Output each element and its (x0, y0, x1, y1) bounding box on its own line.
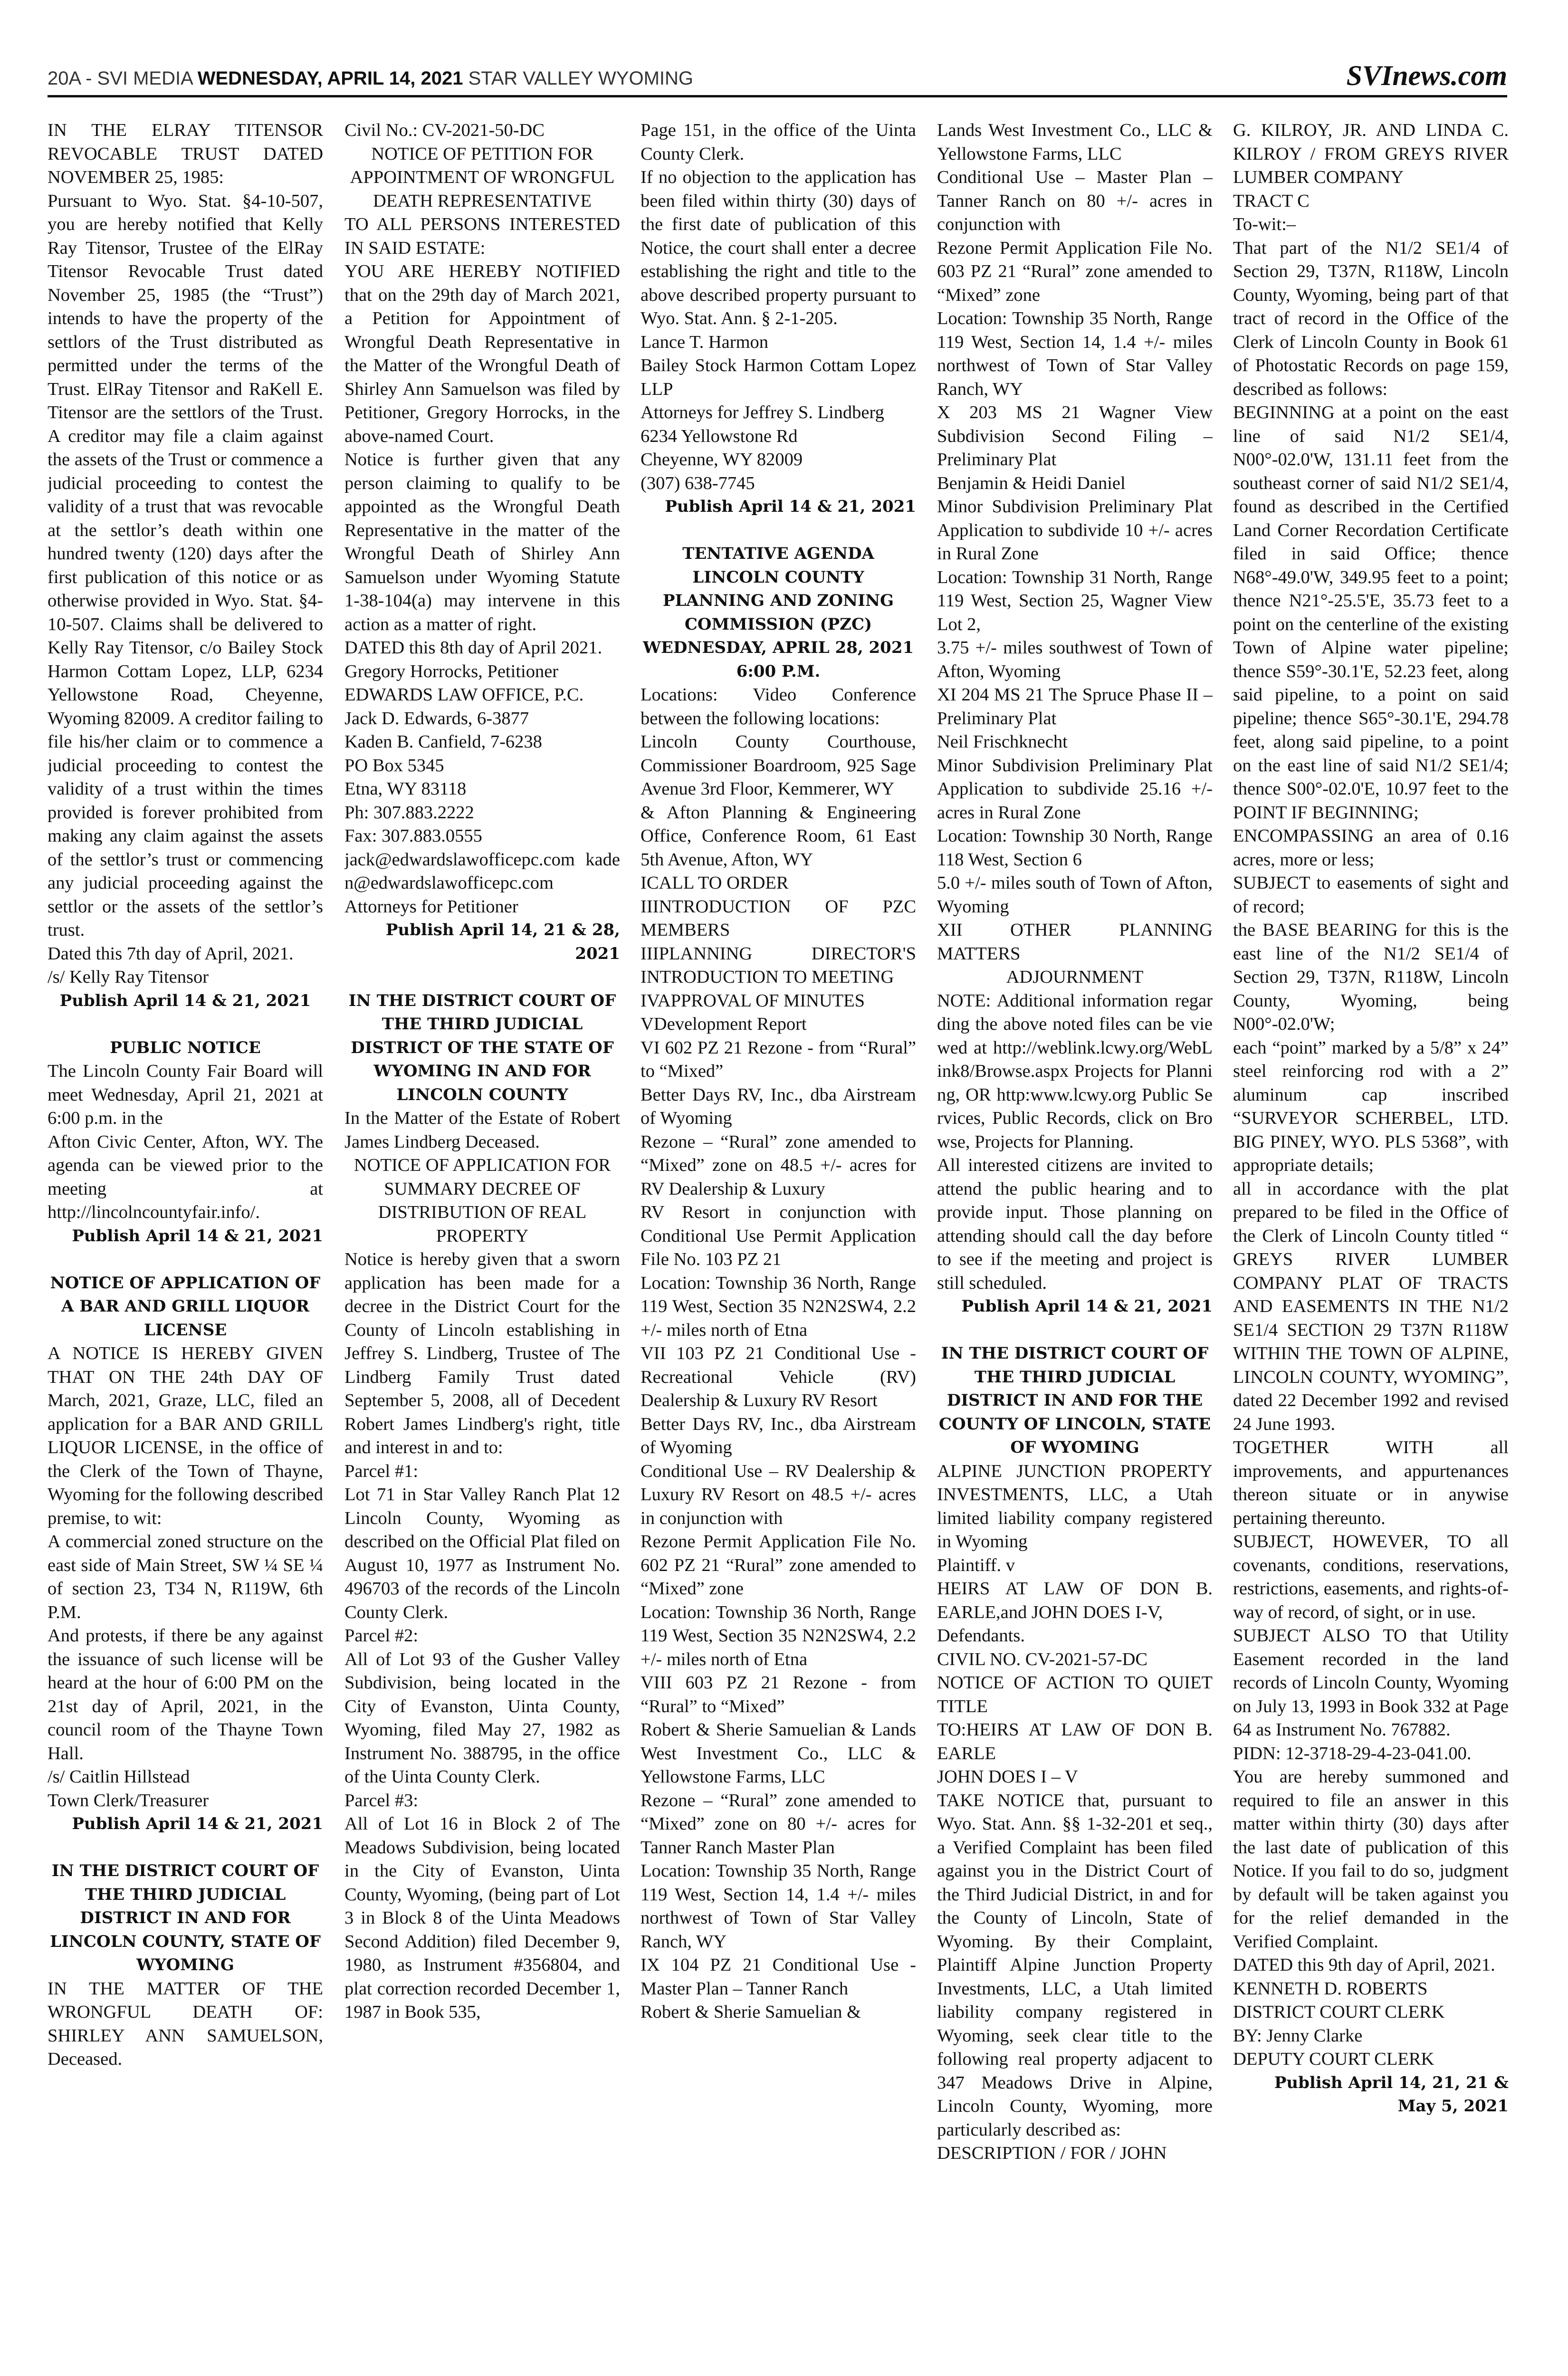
plaintiff-name: ALPINE JUNCTION PROPERTY INVESTMENTS, LLC, a Utah limited liability company registered in Wyoming (937, 1461, 1213, 1552)
column-1 (48, 119, 323, 2376)
agenda-location: Lincoln County Courthouse, Commissioner Boardroom, 925 Sage Avenue 3rd Floor, Kemmerer, WY (641, 732, 916, 799)
parcel-label: Parcel #1: (344, 1461, 419, 1481)
summary-decree-body: Notice is hereby given that a sworn application has been made for a decree in the District Court for the County of Lincoln establishing in Jeffrey S. Lindberg, Trustee of The Lindberg Family Trust dated September 5, 2008, all of Decedent Robert James Lindberg's right, title and interest in and to: (344, 1249, 620, 1457)
agenda-item: IIINTRODUCTION OF PZC MEMBERS (641, 896, 916, 940)
column-5 (1233, 119, 1509, 2376)
spacer (344, 966, 620, 989)
page-header (48, 60, 1507, 91)
liquor-license-title: Town Clerk/Treasurer (48, 1790, 209, 1811)
fair-board-notice-2: Afton Civic Center, Afton, WY. The agenda can be viewed prior to the meeting at http://lincolncountyfair.info/. (48, 1131, 323, 1222)
spacer (48, 1013, 323, 1036)
publish-line: Publish April 14 & 21, 2021 (59, 991, 311, 1010)
legal-description: That part of the N1/2 SE1/4 of Section 29, T37N, R118W, Lincoln County, Wyoming, being part of that tract of record in the Office of the Clerk of Lincoln County in Book 61 of Photostatic Records on page 159, described as follows: (1233, 238, 1509, 399)
agenda-applicant: Neil Frischknecht (937, 732, 1068, 752)
description-line: G. KILROY, JR. AND LINDA C. KILROY / FROM GREYS RIVER LUMBER COMPANY (1233, 120, 1509, 187)
publish-line: Publish April 14 & 21, 2021 (961, 1297, 1213, 1316)
agenda-applicant: Benjamin & Heidi Daniel (937, 473, 1126, 493)
agenda-applicant: Lands West Investment Co., LLC & Yellowstone Farms, LLC (937, 120, 1213, 164)
trust-notice-dated: Dated this 7th day of April, 2021. (48, 943, 294, 964)
petition-notice: Notice is further given that any person claiming to qualify to be appointed as the Wrongful Death Representative in the matter of the Wrongful Death of Shirley Ann Samuelson under Wyoming Statute 1-38-104(a) may intervene in this action as a matter of right. (344, 450, 620, 634)
liquor-license-signature: /s/ Caitlin Hillstead (48, 1767, 190, 1787)
agenda-detail: Rezone Permit Application File No. 602 PZ 21 “Rural” zone amended to “Mixed” zone (641, 1532, 916, 1599)
agenda-location-detail: Location: Township 36 North, Range 119 West, Section 35 N2N2SW4, 2.2 +/- miles north of Etna (641, 1602, 916, 1669)
deputy-title: DEPUTY COURT CLERK (1233, 2049, 1434, 2069)
agenda-detail: Conditional Use – RV Dealership & Luxury RV Resort on 48.5 +/- acres in conjunction with (641, 1461, 916, 1528)
defendants-label: Defendants. (937, 1626, 1025, 1646)
publish-line: Publish April 14 & 21, 2021 (72, 1814, 323, 1833)
phone-number: (307) 638-7745 (641, 473, 755, 493)
agenda-applicant: Robert & Sherie Samuelian & (641, 2002, 861, 2022)
attorney-name: Lance T. Harmon (641, 332, 769, 352)
agenda-invitation: All interested citizens are invited to attend the public hearing and to provide input. Those planning on attending should call the day before to see if the meeting and project is still scheduled. (937, 1155, 1213, 1293)
spacer (937, 1319, 1213, 1342)
agenda-item: IX 104 PZ 21 Conditional Use - Master Plan – Tanner Ranch (641, 1955, 916, 1999)
agenda-note[interactable]: NOTE: Additional information regarding the above noted files can be viewed at http://weblink.lcwy.org/WebLink8/Browse.aspx Projects for Planning, OR http:www.lcwy.org Public Services, Public Records, click on Browse, Projects for Planning. (937, 990, 1213, 1152)
to-wit: To-wit:– (1233, 214, 1296, 234)
trust-notice-body: Pursuant to Wyo. Stat. §4-10-507, you are hereby notified that Kelly Ray Titensor, Trustee of the ElRay Titensor Revocable Trust dated November 25, 1985 (the “Trust”) intends to have the property of the settlors of the Trust distributed as permitted under the terms of the Trust. ElRay Titensor and RaKell E. Titensor are the settlors of the Trust. A creditor may file a claim against the assets of the Trust or commence a judicial proceeding to contest the validity of a trust that was revocable at the settlor’s death within one hundred twenty (120) days after the first publication of this notice or as otherwise provided in Wyo. Stat. §4-10-507. Claims shall be delivered to Kelly Ray Titensor, c/o Bailey Stock Harmon Cottam Lopez, LLP, 6234 Yellowstone Road, Cheyenne, Wyoming 82009. A creditor failing to file his/her claim or to commence a judicial proceeding to contest the validity of a trust within the times provided is forever prohibited from making any claim against the assets of the settlor’s trust or commencing any judicial proceeding against the settlor or the assets of the settlor’s trust. (48, 191, 323, 940)
clerk-name: KENNETH D. ROBERTS (1233, 1978, 1428, 1999)
notice-heading: IN THE DISTRICT COURT OF THE THIRD JUDICIAL DISTRICT IN AND FOR LINCOLN COUNTY, STATE OF WYOMING (50, 1861, 321, 1974)
address-line: Etna, WY 83118 (344, 779, 467, 799)
petition-body: YOU ARE HEREBY NOTIFIED that on the 29th day of March 2021, a Petition for Appointment of Wrongful Death Representative in the Matter of the Wrongful Death of Shirley Ann Samuelson was filed by Petitioner, Gregory Horrocks, in the above-named Court. (344, 261, 620, 446)
parcel-description: Lot 71 in Star Valley Ranch Plat 12 Lincoln County, Wyoming as described on the Official Plat filed on August 10, 1977 as Instrument No. 496703 of the records of the Lincoln County Clerk. (344, 1485, 620, 1622)
agenda-applicant: Better Days RV, Inc., dba Airstream of Wyoming (641, 1414, 916, 1457)
quiet-title-addressee: JOHN DOES I – V (937, 1767, 1078, 1787)
publish-line: Publish April 14 & 21, 2021 (72, 1226, 323, 1245)
agenda-applicant: Robert & Sherie Samuelian & Lands West Investment Co., LLC & Yellowstone Farms, LLC (641, 1720, 916, 1787)
site-name[interactable]: SVInews.com (1346, 60, 1507, 91)
spacer (641, 519, 916, 543)
plaintiff-label: Plaintiff. v (937, 1555, 1015, 1575)
liquor-license-protests: And protests, if there be any against the issuance of such license will be heard at the hour of 6:00 PM on the 21st day of April, 2021, in the council room of the Thayne Town Hall. (48, 1626, 323, 1763)
law-firm-name: Bailey Stock Harmon Cottam Lopez LLP (641, 355, 916, 399)
agenda-location-detail: Location: Township 30 North, Range 118 West, Section 6 (937, 826, 1213, 870)
publish-line: Publish April 14, 21 & 28, 2021 (385, 920, 620, 963)
attorney-name: Jack D. Edwards, 6-3877 (344, 708, 529, 728)
agenda-item: ICALL TO ORDER (641, 873, 789, 893)
legal-description: each “point” marked by a 5/8” x 24” steel reinforcing rod with a 2” aluminum cap inscribed “SURVEYOR SCHERBEL, LTD. BIG PINEY, WYO. PLS 5368”, with appropriate details; (1233, 1037, 1509, 1175)
attorneys-line: Attorneys for Petitioner (344, 896, 518, 917)
legal-description: the BASE BEARING for this is the east line of the N1/2 SE1/4 of Section 29, T37N, R118W, Lincoln County, Wyoming, being N00°-02.0'W; (1233, 920, 1509, 1034)
agenda-detail: RV Resort in conjunction with Conditional Use Permit Application File No. 103 PZ 21 (641, 1202, 916, 1269)
header-section: 20A - SVI MEDIA (48, 68, 192, 89)
agenda-location-detail: Location: Township 31 North, Range 119 West, Section 25, Wagner View Lot 2, (937, 567, 1213, 634)
parcel-id: PIDN: 12-3718-29-4-23-041.00. (1233, 1743, 1472, 1763)
agenda-location-detail: 3.75 +/- miles southwest of Town of Afton, Wyoming (937, 638, 1213, 681)
parcel-label: Parcel #2: (344, 1626, 419, 1646)
agenda-detail: Rezone – “Rural” zone amended to “Mixed” zone on 48.5 +/- acres for RV Dealership & Luxury (641, 1131, 916, 1199)
law-office-name: EDWARDS LAW OFFICE, P.C. (344, 685, 584, 705)
agenda-item: X 203 MS 21 Wagner View Subdivision Second Filing – Preliminary Plat (937, 402, 1213, 469)
agenda-location-detail: 5.0 +/- miles south of Town of Afton, Wyoming (937, 873, 1213, 917)
agenda-detail: Rezone – “Rural” zone amended to “Mixed” zone on 80 +/- acres for Tanner Ranch Master Plan (641, 1790, 916, 1858)
agenda-item: VDevelopment Report (641, 1014, 807, 1034)
legal-description: ENCOMPASSING an area of 0.16 acres, more or less; (1233, 826, 1509, 870)
address-line: PO Box 5345 (344, 755, 444, 776)
legal-description: TOGETHER WITH all improvements, and appurtenances thereon situate or in anywise pertaining thereunto. (1233, 1437, 1509, 1528)
agenda-locations: Locations: Video Conference between the following locations: (641, 685, 916, 728)
agenda-item: IVAPPROVAL OF MINUTES (641, 990, 865, 1011)
civil-number: CIVIL NO. CV-2021-57-DC (937, 1649, 1148, 1669)
agenda-adjournment: ADJOURNMENT (1006, 967, 1144, 987)
summons-dated: DATED this 9th day of April, 2021. (1233, 1955, 1495, 1975)
parcel-label: Parcel #3: (344, 1790, 419, 1811)
agenda-item: VII 103 PZ 21 Conditional Use - Recreational Vehicle (RV) Dealership & Luxury RV Resort (641, 1343, 916, 1410)
email-addresses[interactable]: jack@edwardslawofficepc.com kaden@edwardslawofficepc.com (344, 849, 620, 893)
agenda-item: VIII 603 PZ 21 Rezone - from “Rural” to “Mixed” (641, 1673, 916, 1716)
agenda-applicant: Better Days RV, Inc., dba Airstream of Wyoming (641, 1084, 916, 1128)
parcel-description: All of Lot 93 of the Gusher Valley Subdivision, being located in the City of Evanston, Uinta County, Wyoming, filed May 27, 1982 as Instrument No. 388795, in the office of the Uinta County Clerk. (344, 1649, 620, 1787)
legal-description: SUBJECT to easements of sight and of record; (1233, 873, 1509, 917)
agenda-detail: Minor Subdivision Preliminary Plat Application to subdivide 25.16 +/- acres in Rural Zone (937, 755, 1213, 823)
estate-matter: In the Matter of the Estate of Robert James Lindberg Deceased. (344, 1108, 620, 1152)
decree-continued: Page 151, in the office of the Uinta County Clerk. (641, 120, 916, 164)
wrongful-death-matter: IN THE MATTER OF THE WRONGFUL DEATH OF: SHIRLEY ANN SAMUELSON, Deceased. (48, 1978, 323, 2069)
attorneys-line: Attorneys for Jeffrey S. Lindberg (641, 402, 884, 422)
quiet-title-heading: NOTICE OF ACTION TO QUIET TITLE (937, 1673, 1213, 1716)
agenda-detail: Rezone Permit Application File No. 603 PZ 21 “Rural” zone amended to “Mixed” zone (937, 238, 1213, 305)
liquor-license-premise: A commercial zoned structure on the east side of Main Street, SW ¼ SE ¼ of section 23, T34 N, R119W, 6th P.M. (48, 1532, 323, 1622)
legal-description: SUBJECT ALSO TO that Utility Easement recorded in the land records of Lincoln County, Wyoming on July 13, 1993 in Book 332 at Page 64 as Instrument No. 767882. (1233, 1626, 1509, 1740)
defendants-name: HEIRS AT LAW OF DON B. EARLE,and JOHN DOES I-V, (937, 1579, 1213, 1622)
petition-addressee: TO ALL PERSONS INTERESTED IN SAID ESTATE: (344, 214, 620, 258)
parcel-description: All of Lot 16 in Block 2 of The Meadows Subdivision, being located in the City of Evanston, Uinta County, Wyoming, (being part of Lot 3 in Block 8 of the Uinta Meadows Second Addition) filed December 9, 1980, as Instrument #356804, and plat correction recorded December 1, 1987 in Book 535, (344, 1814, 620, 2022)
agenda-item: XI 204 MS 21 The Spruce Phase II – Preliminary Plat (937, 685, 1213, 728)
agenda-item: IIIPLANNING DIRECTOR'S INTRODUCTION TO MEETING (641, 943, 916, 987)
agenda-item: XII OTHER PLANNING MATTERS (937, 920, 1213, 964)
header-location: STAR VALLEY WYOMING (468, 68, 694, 89)
header-line (48, 66, 693, 91)
agenda-location-detail: Location: Township 35 North, Range 119 West, Section 14, 1.4 +/- miles northwest of Town of Star Valley Ranch, WY (641, 1861, 916, 1952)
column-4 (937, 119, 1213, 2376)
agenda-location-detail: Location: Township 35 North, Range 119 West, Section 14, 1.4 +/- miles northwest of Town of Star Valley Ranch, WY (937, 308, 1213, 399)
header-date: WEDNESDAY, APRIL 14, 2021 (197, 68, 463, 89)
address-line: Cheyenne, WY 82009 (641, 450, 803, 469)
agenda-location: & Afton Planning & Engineering Office, Conference Room, 61 East 5th Avenue, Afton, WY (641, 802, 916, 870)
publish-line: Publish April 14, 21, 21 & May 5, 2021 (1274, 2073, 1509, 2116)
header-rule (48, 95, 1507, 97)
summary-decree-heading: NOTICE OF APPLICATION FOR SUMMARY DECREE OF DISTRIBUTION OF REAL PROPERTY (354, 1155, 611, 1246)
column-2 (344, 119, 620, 2376)
publish-line: Publish April 14 & 21, 2021 (665, 497, 916, 516)
fax-number: Fax: 307.883.0555 (344, 826, 482, 846)
deputy-name: BY: Jenny Clarke (1233, 2025, 1363, 2046)
quiet-title-body: TAKE NOTICE that, pursuant to Wyo. Stat. Ann. §§ 1-32-201 et seq., a Verified Complaint has been filed against you in the District Court of the Third Judicial District, in and for the County of Lincoln, State of Wyoming. By their Complaint, Plaintiff Alpine Junction Property Investments, LLC, a Utah limited liability company registered in Wyoming, seek clear title to the following real property adjacent to 347 Meadows Drive in Alpine, Lincoln County, Wyoming, more particularly described as: (937, 1790, 1213, 2140)
liquor-license-body: A NOTICE IS HEREBY GIVEN THAT ON THE 24th DAY OF March, 2021, Graze, LLC, filed an application for a BAR AND GRILL LIQUOR LICENSE, in the office of the Clerk of the Town of Thayne, Wyoming for the following described premise, to wit: (48, 1343, 323, 1528)
notice-heading: IN THE DISTRICT COURT OF THE THIRD JUDICIAL DISTRICT IN AND FOR THE COUNTY OF LINCOLN, STATE OF WYOMING (938, 1344, 1211, 1457)
notice-heading: NOTICE OF APPLICATION OF A BAR AND GRILL LIQUOR LICENSE (50, 1273, 321, 1340)
decree-objection: If no objection to the application has been filed within thirty (30) days of the first date of publication of this Notice, the court shall enter a decree establishing the right and title to the above described property pursuant to Wyo. Stat. Ann. § 2-1-205. (641, 167, 916, 328)
legal-description: BEGINNING at a point on the east line of said N1/2 SE1/4, N00°-02.0'W, 131.11 feet from the southeast corner of said N1/2 SE1/4, found as described in the Certified Land Corner Recordation Certificate filed in said Office; thence N68°-49.0'W, 349.95 feet to a point; thence N21°-25.5'E, 35.73 feet to a point on the centerline of the existing Town of Alpine water pipeline; thence S59°-30.1'E, 52.23 feet, along said pipeline, to a point on said pipeline; thence S65°-30.1'E, 294.78 feet, along said pipeline, to a point on the east line of said N1/2 SE1/4; thence S00°-02.0'E, 10.97 feet to the POINT IF BEGINNING; (1233, 402, 1509, 823)
clerk-title: DISTRICT COURT CLERK (1233, 2002, 1445, 2022)
notice-heading: IN THE DISTRICT COURT OF THE THIRD JUDICIAL DISTRICT OF THE STATE OF WYOMING IN AND FOR LINCOLN COUNTY (348, 991, 616, 1104)
trust-notice-signature: /s/ Kelly Ray Titensor (48, 967, 209, 987)
agenda-location-detail: Location: Township 36 North, Range 119 West, Section 35 N2N2SW4, 2.2 +/- miles north of Etna (641, 1273, 916, 1340)
summons-body: You are hereby summoned and required to file an answer in this matter within thirty (30) days after the last date of publication of this Notice. If you fail to do so, judgment by default will be taken against you for the relief demanded in the Verified Complaint. (1233, 1767, 1509, 1952)
spacer (48, 1836, 323, 1860)
tract-label: TRACT C (1233, 191, 1310, 211)
trust-notice-title: IN THE ELRAY TITENSOR REVOCABLE TRUST DATED NOVEMBER 25, 1985: (48, 120, 323, 187)
fair-board-notice: The Lincoln County Fair Board will meet Wednesday, April 21, 2021 at 6:00 p.m. in the (48, 1061, 323, 1128)
agenda-item: VI 602 PZ 21 Rezone - from “Rural” to “Mixed” (641, 1037, 916, 1081)
civil-number: Civil No.: CV-2021-50-DC (344, 120, 545, 140)
attorney-name: Kaden B. Canfield, 7-6238 (344, 732, 542, 752)
column-3 (641, 119, 916, 2376)
spacer (48, 1248, 323, 1272)
agenda-detail: Minor Subdivision Preliminary Plat Application to subdivide 10 +/- acres in Rural Zone (937, 497, 1213, 564)
phone-number: Ph: 307.883.2222 (344, 802, 474, 823)
agenda-detail: Conditional Use – Master Plan – Tanner Ranch on 80 +/- acres in conjunction with (937, 167, 1213, 234)
legal-description: all in accordance with the plat prepared to be filed in the Office of the Clerk of Lincoln County titled “ GREYS RIVER LUMBER COMPANY PLAT OF TRACTS AND EASEMENTS IN THE N1/2 SE1/4 SECTION 29 T37N R118W WITHIN THE TOWN OF ALPINE, LINCOLN COUNTY, WYOMING”, dated 22 December 1992 and revised 24 June 1993. (1233, 1178, 1509, 1434)
petition-heading: NOTICE OF PETITION FOR APPOINTMENT OF WRONGFUL DEATH REPRESENTATIVE (350, 144, 615, 211)
description-line: DESCRIPTION / FOR / JOHN (937, 2143, 1167, 2163)
address-line: 6234 Yellowstone Rd (641, 426, 798, 446)
legal-description: SUBJECT, HOWEVER, TO all covenants, conditions, reservations, restrictions, easements, and rights-of-way of record, of sight, or in use. (1233, 1532, 1509, 1622)
notice-heading: PUBLIC NOTICE (110, 1038, 261, 1057)
petition-petitioner: Gregory Horrocks, Petitioner (344, 661, 559, 681)
petition-dated: DATED this 8th day of April 2021. (344, 638, 602, 658)
quiet-title-addressee: TO:HEIRS AT LAW OF DON B. EARLE (937, 1720, 1213, 1763)
notice-heading: TENTATIVE AGENDA LINCOLN COUNTY PLANNING AND ZONING COMMISSION (PZC) WEDNESDAY, APRIL 28, 2021 6:00 P.M. (642, 544, 914, 681)
